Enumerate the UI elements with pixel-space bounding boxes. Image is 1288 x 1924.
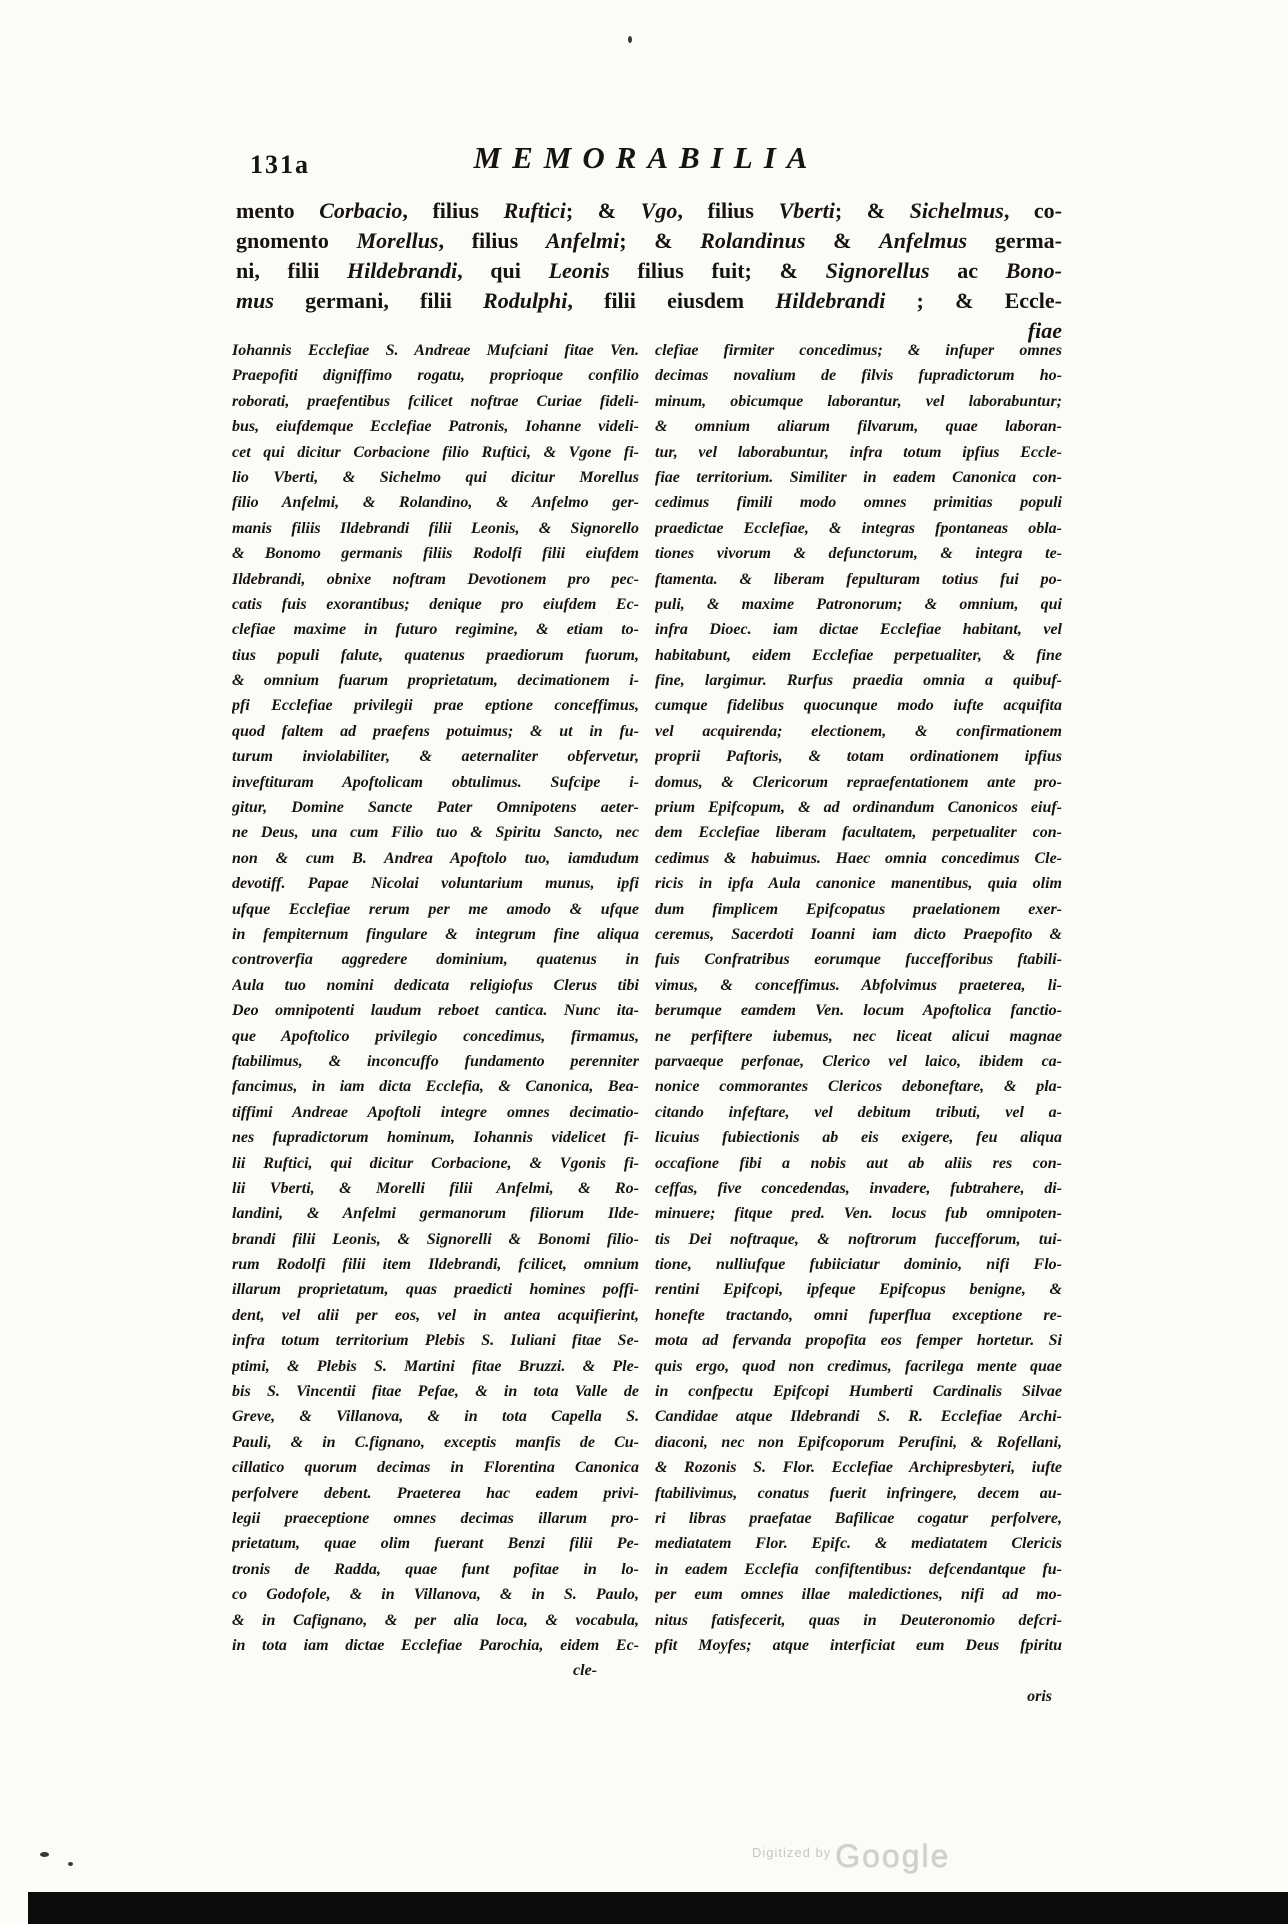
text-line: rentini Epifcopi, ipfeque Epifcopus benigne, & bbox=[655, 1281, 1062, 1299]
text-line: habitabunt, eidem Ecclefiae perpetualiter, & fine bbox=[655, 646, 1062, 664]
digitized-by-label: Digitized by bbox=[752, 1845, 832, 1860]
text-line: lii Vberti, & Morelli filii Anfelmi, & Ro- bbox=[232, 1179, 639, 1197]
text-line: fancimus, in iam dicta Ecclefia, & Canonica, Bea- bbox=[232, 1078, 639, 1096]
text-line: bus, eiufdemque Ecclefiae Patronis, Iohanne videli- bbox=[232, 418, 639, 436]
text-line: mediatatem Flor. Epifc. & mediatatem Clericis bbox=[655, 1535, 1062, 1553]
text-line: mus germani, filii Rodulphi, filii eiusdem Hildebrandi ; & Eccle- bbox=[236, 288, 1062, 313]
text-line: Greve, & Villanova, & in tota Capella S. bbox=[232, 1408, 639, 1426]
right-column-catchword: oris bbox=[1027, 1688, 1052, 1705]
text-line: ufque Ecclefiae rerum per me amodo & ufque bbox=[232, 900, 639, 918]
text-line: & in Cafignano, & per alia loca, & vocabula, bbox=[232, 1611, 639, 1629]
text-line: praedictae Ecclefiae, & integras fpontaneas obla- bbox=[655, 519, 1062, 537]
text-line: tis Dei noftraque, & noftrorum fuccefforum, tui- bbox=[655, 1230, 1062, 1248]
page-number: 131a bbox=[250, 150, 310, 179]
text-line: puli, & maxime Patronorum; & omnium, qui bbox=[655, 595, 1062, 613]
text-line: turum inviolabiliter, & aeternaliter obfervetur, bbox=[232, 748, 639, 766]
two-column-text bbox=[232, 338, 1062, 1658]
scan-speck bbox=[40, 1852, 49, 1857]
text-line: quod faltem ad praefens potuimus; & ut in fu- bbox=[232, 722, 639, 740]
text-line: mota ad fervanda propofita eos femper hortetur. Si bbox=[655, 1332, 1062, 1350]
text-line: inveftituram Apoftolicam obtulimus. Sufcipe i- bbox=[232, 773, 639, 791]
text-line: cedimus fimili modo omnes primitias populi bbox=[655, 494, 1062, 512]
right-column bbox=[655, 338, 1062, 1658]
text-line: non & cum B. Andrea Apoftolo tuo, iamdudum bbox=[232, 849, 639, 867]
google-logo-watermark: Google bbox=[835, 1838, 951, 1874]
text-line: domus, & Clericorum repraefentationem ante pro- bbox=[655, 773, 1062, 791]
text-line: & omnium aliarum filvarum, quae laboran- bbox=[655, 418, 1062, 436]
text-line: ftabilivimus, conatus fuerit infringere, decem au- bbox=[655, 1484, 1062, 1502]
text-line: Iohannis Ecclefiae S. Andreae Mufciani fitae Ven. bbox=[232, 342, 639, 359]
text-line: cet qui dicitur Corbacione filio Ruftici, & Vgone fi- bbox=[232, 443, 639, 461]
text-line: clefiae maxime in futuro regimine, & etiam to- bbox=[232, 621, 639, 639]
text-line: ptimi, & Plebis S. Martini fitae Bruzzi. & Ple- bbox=[232, 1357, 639, 1375]
text-line: decimas novalium de filvis fupradictorum ho- bbox=[655, 367, 1062, 385]
text-line: roborati, praefentibus fcilicet noftrae Curiae fideli- bbox=[232, 392, 639, 410]
text-line: proprii Paftoris, & totam ordinationem ipfius bbox=[655, 748, 1062, 766]
text-line: fuis Confratribus eorumque fuccefforibus ftabili- bbox=[655, 951, 1062, 969]
text-line: & Rozonis S. Flor. Ecclefiae Archipresbyteri, iufte bbox=[655, 1459, 1062, 1477]
text-line: nes fupradictorum hominum, Iohannis videlicet fi- bbox=[232, 1129, 639, 1147]
scan-edge-bar bbox=[28, 1892, 1288, 1924]
text-line: tiones vivorum & defunctorum, & integra te- bbox=[655, 545, 1062, 563]
scan-speck bbox=[628, 36, 632, 43]
text-line: licuius fubiectionis ab eis exigere, feu aliqua bbox=[655, 1129, 1062, 1147]
text-line: ricis in ipfa Aula canonice manentibus, quia olim bbox=[655, 875, 1062, 893]
text-line: dum fimplicem Epifcopatus praelationem exer- bbox=[655, 900, 1062, 918]
text-line: per eum omnes illae maledictiones, nifi ad mo- bbox=[655, 1586, 1062, 1604]
text-line: Deo omnipotenti laudum reboet cantica. Nunc ita- bbox=[232, 1002, 639, 1020]
text-line: in tota iam dictae Ecclefiae Parochia, eidem Ec- bbox=[232, 1636, 639, 1654]
intro-catchword: fiae bbox=[1027, 318, 1062, 343]
text-line: Ildebrandi, obnixe noftram Devotionem pro pec- bbox=[232, 570, 639, 588]
text-line: ri libras praefatae Bafilicae cogatur perfolvere, bbox=[655, 1509, 1062, 1527]
text-line: infra Dioec. iam dictae Ecclefiae habitant, vel bbox=[655, 621, 1062, 639]
text-line: illarum proprietatum, quas praedicti homines poffi- bbox=[232, 1281, 639, 1299]
google-books-watermark bbox=[752, 1838, 950, 1875]
text-line: prium Epifcopum, & ad ordinandum Canonicos eiuf- bbox=[655, 799, 1062, 817]
text-line: catis fuis exorantibus; denique pro eiufdem Ec- bbox=[232, 595, 639, 613]
text-line: minum, obicumque laborantur, vel laborabuntur; bbox=[655, 392, 1062, 410]
text-line: ceremus, Sacerdoti Ioanni iam dicto Praepofito & bbox=[655, 925, 1062, 943]
text-line: manis filiis Ildebrandi filii Leonis, & Signorello bbox=[232, 519, 639, 537]
text-line: vimus, & conceffimus. Abfolvimus praeterea, li- bbox=[655, 976, 1062, 994]
text-line: co Godofole, & in Villanova, & in S. Paulo, bbox=[232, 1586, 639, 1604]
text-line: rum Rodolfi filii item Ildebrandi, fcilicet, omnium bbox=[232, 1256, 639, 1274]
text-line: tur, vel laborabuntur, infra totum ipfius Eccle- bbox=[655, 443, 1062, 461]
text-line: ftabilimus, & inconcuffo fundamento perenniter bbox=[232, 1052, 639, 1070]
text-line: gnomento Morellus, filius Anfelmi; & Rolandinus & Anfelmus germa- bbox=[236, 228, 1062, 253]
text-line: & omnium fuarum proprietatum, decimationem i- bbox=[232, 672, 639, 690]
text-line: in fempiternum fingulare & integrum fine aliqua bbox=[232, 925, 639, 943]
text-line: landini, & Anfelmi germanorum filiorum Ilde- bbox=[232, 1205, 639, 1223]
text-line: legii praeceptione omnes decimas illarum pro- bbox=[232, 1509, 639, 1527]
text-line: in confpectu Epifcopi Humberti Cardinalis Silvae bbox=[655, 1383, 1062, 1401]
text-line: perfolvere debent. Praeterea hac eadem privi- bbox=[232, 1484, 639, 1502]
text-line: pfi Ecclefiae privilegii prae eptione conceffimus, bbox=[232, 697, 639, 715]
text-line: pfit Moyfes; atque interficiat eum Deus fpiritu bbox=[655, 1636, 1062, 1654]
text-line: devotiff. Papae Nicolai voluntarium munus, ipfi bbox=[232, 875, 639, 893]
text-line: Aula tuo nomini dedicata religiofus Clerus tibi bbox=[232, 976, 639, 994]
text-line: berumque eamdem Ven. locum Apoftolica fanctio- bbox=[655, 1002, 1062, 1020]
text-line: & Bonomo germanis filiis Rodolfi filii eiufdem bbox=[232, 545, 639, 563]
text-line: Candidae atque Ildebrandi S. R. Ecclefiae Archi- bbox=[655, 1408, 1062, 1426]
text-line: que Apoftolico privilegio concedimus, firmamus, bbox=[232, 1027, 639, 1045]
text-line: ne perfiftere iubemus, nec liceat alicui magnae bbox=[655, 1027, 1062, 1045]
left-column bbox=[232, 338, 639, 1658]
text-line: dent, vel alii per eos, vel in antea acquifierint, bbox=[232, 1306, 639, 1324]
text-line: Praepofiti digniffimo rogatu, proprioque confilio bbox=[232, 367, 639, 385]
text-line: ftamenta. & liberam fepulturam totius fui po- bbox=[655, 570, 1062, 588]
text-line: mento Corbacio, filius Ruftici; & Vgo, filius Vberti; & Sichelmus, co- bbox=[236, 198, 1062, 223]
text-line: infra totum territorium Plebis S. Iuliani fitae Se- bbox=[232, 1332, 639, 1350]
text-line: nonice commorantes Clericos deboneftare, & pla- bbox=[655, 1078, 1062, 1096]
text-line: tius populi falute, quatenus praediorum fuorum, bbox=[232, 646, 639, 664]
text-line: bis S. Vincentii fitae Pefae, & in tota Valle de bbox=[232, 1383, 639, 1401]
text-line: tronis de Radda, quae funt pofitae in lo- bbox=[232, 1560, 639, 1578]
scan-speck bbox=[68, 1862, 73, 1866]
intro-paragraph bbox=[236, 196, 1062, 316]
text-line: fiae territorium. Similiter in eadem Canonica con- bbox=[655, 468, 1062, 486]
text-line: fine, largimur. Rurfus praedia omnia a quibuf- bbox=[655, 672, 1062, 690]
text-line: dem Ecclefiae liberam facultatem, perpetualiter con- bbox=[655, 824, 1062, 842]
text-line: minuere; fitque pred. Ven. locus fub omnipoten- bbox=[655, 1205, 1062, 1223]
text-line: controverfia aggredere dominium, quatenus in bbox=[232, 951, 639, 969]
running-title: MEMORABILIA bbox=[473, 140, 819, 175]
text-line: citando infeftare, vel debitum tributi, vel a- bbox=[655, 1103, 1062, 1121]
text-line: tiffimi Andreae Apoftoli integre omnes decimatio- bbox=[232, 1103, 639, 1121]
left-column-catchword: cle- bbox=[573, 1662, 597, 1679]
text-line: ceffas, five concedendas, invadere, fubtrahere, di- bbox=[655, 1179, 1062, 1197]
text-line: cillatico quorum decimas in Florentina Canonica bbox=[232, 1459, 639, 1477]
text-line: brandi filii Leonis, & Signorelli & Bonomi filio- bbox=[232, 1230, 639, 1248]
text-line: vel acquirenda; electionem, & confirmationem bbox=[655, 722, 1062, 740]
text-line: filio Anfelmi, & Rolandino, & Anfelmo ger- bbox=[232, 494, 639, 512]
text-line: cedimus & habuimus. Haec omnia concedimus Cle- bbox=[655, 849, 1062, 867]
text-line: tione, nulliufque fubiiciatur dominio, nifi Flo- bbox=[655, 1256, 1062, 1274]
text-line: nitus fatisfecerit, quas in Deuteronomio defcri- bbox=[655, 1611, 1062, 1629]
text-line: diaconi, nec non Epifcoporum Perufini, & Rofellani, bbox=[655, 1433, 1062, 1451]
text-line: lii Ruftici, qui dicitur Corbacione, & Vgonis fi- bbox=[232, 1154, 639, 1172]
text-line: honefte tractando, omni fuperflua exceptione re- bbox=[655, 1306, 1062, 1324]
text-line: occafione fibi a nobis aut ab aliis res con- bbox=[655, 1154, 1062, 1172]
text-line: clefiae firmiter concedimus; & infuper omnes bbox=[655, 342, 1062, 359]
text-line: cumque fidelibus quocunque modo iufte acquifita bbox=[655, 697, 1062, 715]
text-line: gitur, Domine Sancte Pater Omnipotens aeter- bbox=[232, 799, 639, 817]
text-line: Pauli, & in C.fignano, exceptis manfis de Cu- bbox=[232, 1433, 639, 1451]
text-line: in eadem Ecclefia confiftentibus: defcendantque fu- bbox=[655, 1560, 1062, 1578]
text-line: ne Deus, una cum Filio tuo & Spiritu Sancto, nec bbox=[232, 824, 639, 842]
text-line: parvaeque perfonae, Clerico vel laico, ibidem ca- bbox=[655, 1052, 1062, 1070]
text-line: lio Vberti, & Sichelmo qui dicitur Morellus bbox=[232, 468, 639, 486]
text-line: ni, filii Hildebrandi, qui Leonis filius fuit; & Signorellus ac Bono- bbox=[236, 258, 1062, 283]
text-line: quis ergo, quod non credimus, facrilega mente quae bbox=[655, 1357, 1062, 1375]
text-line: prietatum, quae olim fuerant Benzi filii Pe- bbox=[232, 1535, 639, 1553]
